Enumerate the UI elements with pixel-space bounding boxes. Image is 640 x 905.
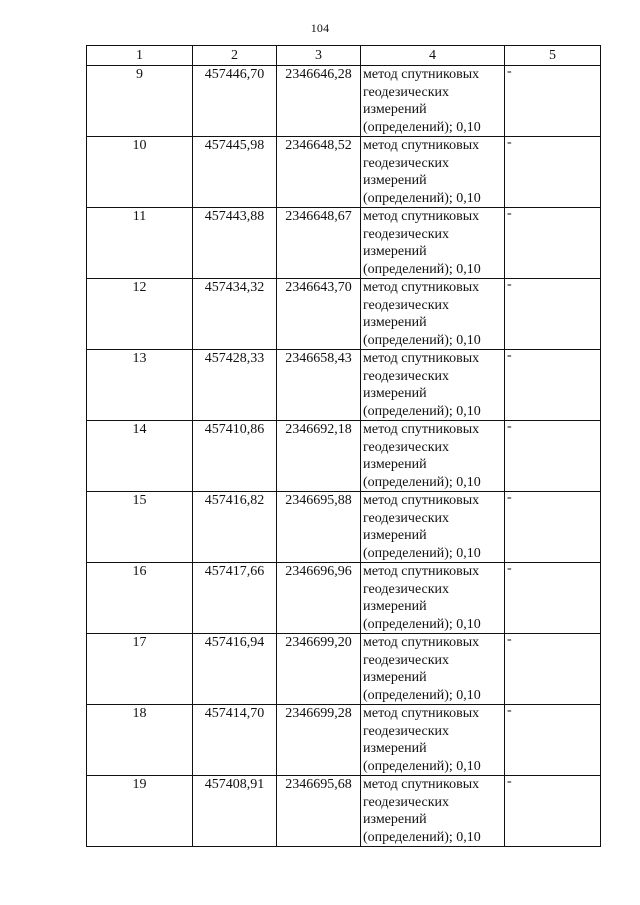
note: - [505, 137, 601, 208]
header-col-5: 5 [505, 46, 601, 66]
point-number: 19 [87, 776, 193, 847]
note: - [505, 279, 601, 350]
table-row [87, 705, 601, 776]
table-row [87, 208, 601, 279]
table-header-row [87, 46, 601, 66]
coordinate-x: 457408,91 [193, 776, 277, 847]
method-accuracy: метод спутниковых геодезических измерений (определений); 0,10 [361, 208, 505, 279]
note: - [505, 350, 601, 421]
coordinate-x: 457416,94 [193, 634, 277, 705]
coordinate-x: 457445,98 [193, 137, 277, 208]
table-row [87, 350, 601, 421]
coordinate-y: 2346692,18 [277, 421, 361, 492]
point-number: 10 [87, 137, 193, 208]
point-number: 18 [87, 705, 193, 776]
coordinate-x: 457417,66 [193, 563, 277, 634]
coordinate-x: 457416,82 [193, 492, 277, 563]
coordinate-y: 2346696,96 [277, 563, 361, 634]
note: - [505, 421, 601, 492]
table-row [87, 137, 601, 208]
coordinate-x: 457434,32 [193, 279, 277, 350]
note: - [505, 776, 601, 847]
note: - [505, 634, 601, 705]
header-col-3: 3 [277, 46, 361, 66]
coordinate-y: 2346695,68 [277, 776, 361, 847]
coordinate-x: 457446,70 [193, 66, 277, 137]
coordinate-y: 2346699,20 [277, 634, 361, 705]
header-col-4: 4 [361, 46, 505, 66]
table-row [87, 492, 601, 563]
coordinate-x: 457443,88 [193, 208, 277, 279]
note: - [505, 492, 601, 563]
coordinate-y: 2346699,28 [277, 705, 361, 776]
coordinate-x: 457428,33 [193, 350, 277, 421]
table-row [87, 66, 601, 137]
coordinate-x: 457410,86 [193, 421, 277, 492]
table-row [87, 279, 601, 350]
note: - [505, 705, 601, 776]
point-number: 11 [87, 208, 193, 279]
coordinate-x: 457414,70 [193, 705, 277, 776]
table-row [87, 563, 601, 634]
table-row [87, 634, 601, 705]
method-accuracy: метод спутниковых геодезических измерений (определений); 0,10 [361, 492, 505, 563]
note: - [505, 563, 601, 634]
coordinate-y: 2346658,43 [277, 350, 361, 421]
table-row [87, 421, 601, 492]
point-number: 9 [87, 66, 193, 137]
header-col-2: 2 [193, 46, 277, 66]
point-number: 16 [87, 563, 193, 634]
method-accuracy: метод спутниковых геодезических измерений (определений); 0,10 [361, 279, 505, 350]
coordinate-y: 2346695,88 [277, 492, 361, 563]
method-accuracy: метод спутниковых геодезических измерений (определений); 0,10 [361, 563, 505, 634]
coordinate-y: 2346643,70 [277, 279, 361, 350]
method-accuracy: метод спутниковых геодезических измерений (определений); 0,10 [361, 776, 505, 847]
coordinate-y: 2346646,28 [277, 66, 361, 137]
note: - [505, 208, 601, 279]
method-accuracy: метод спутниковых геодезических измерений (определений); 0,10 [361, 66, 505, 137]
table-row [87, 776, 601, 847]
method-accuracy: метод спутниковых геодезических измерений (определений); 0,10 [361, 350, 505, 421]
coordinate-y: 2346648,52 [277, 137, 361, 208]
method-accuracy: метод спутниковых геодезических измерений (определений); 0,10 [361, 421, 505, 492]
method-accuracy: метод спутниковых геодезических измерений (определений); 0,10 [361, 705, 505, 776]
point-number: 15 [87, 492, 193, 563]
note: - [505, 66, 601, 137]
method-accuracy: метод спутниковых геодезических измерений (определений); 0,10 [361, 137, 505, 208]
header-col-1: 1 [87, 46, 193, 66]
method-accuracy: метод спутниковых геодезических измерений (определений); 0,10 [361, 634, 505, 705]
page-number: 104 [310, 21, 330, 35]
point-number: 13 [87, 350, 193, 421]
point-number: 17 [87, 634, 193, 705]
coordinates-table [86, 45, 601, 847]
point-number: 14 [87, 421, 193, 492]
coordinate-y: 2346648,67 [277, 208, 361, 279]
point-number: 12 [87, 279, 193, 350]
